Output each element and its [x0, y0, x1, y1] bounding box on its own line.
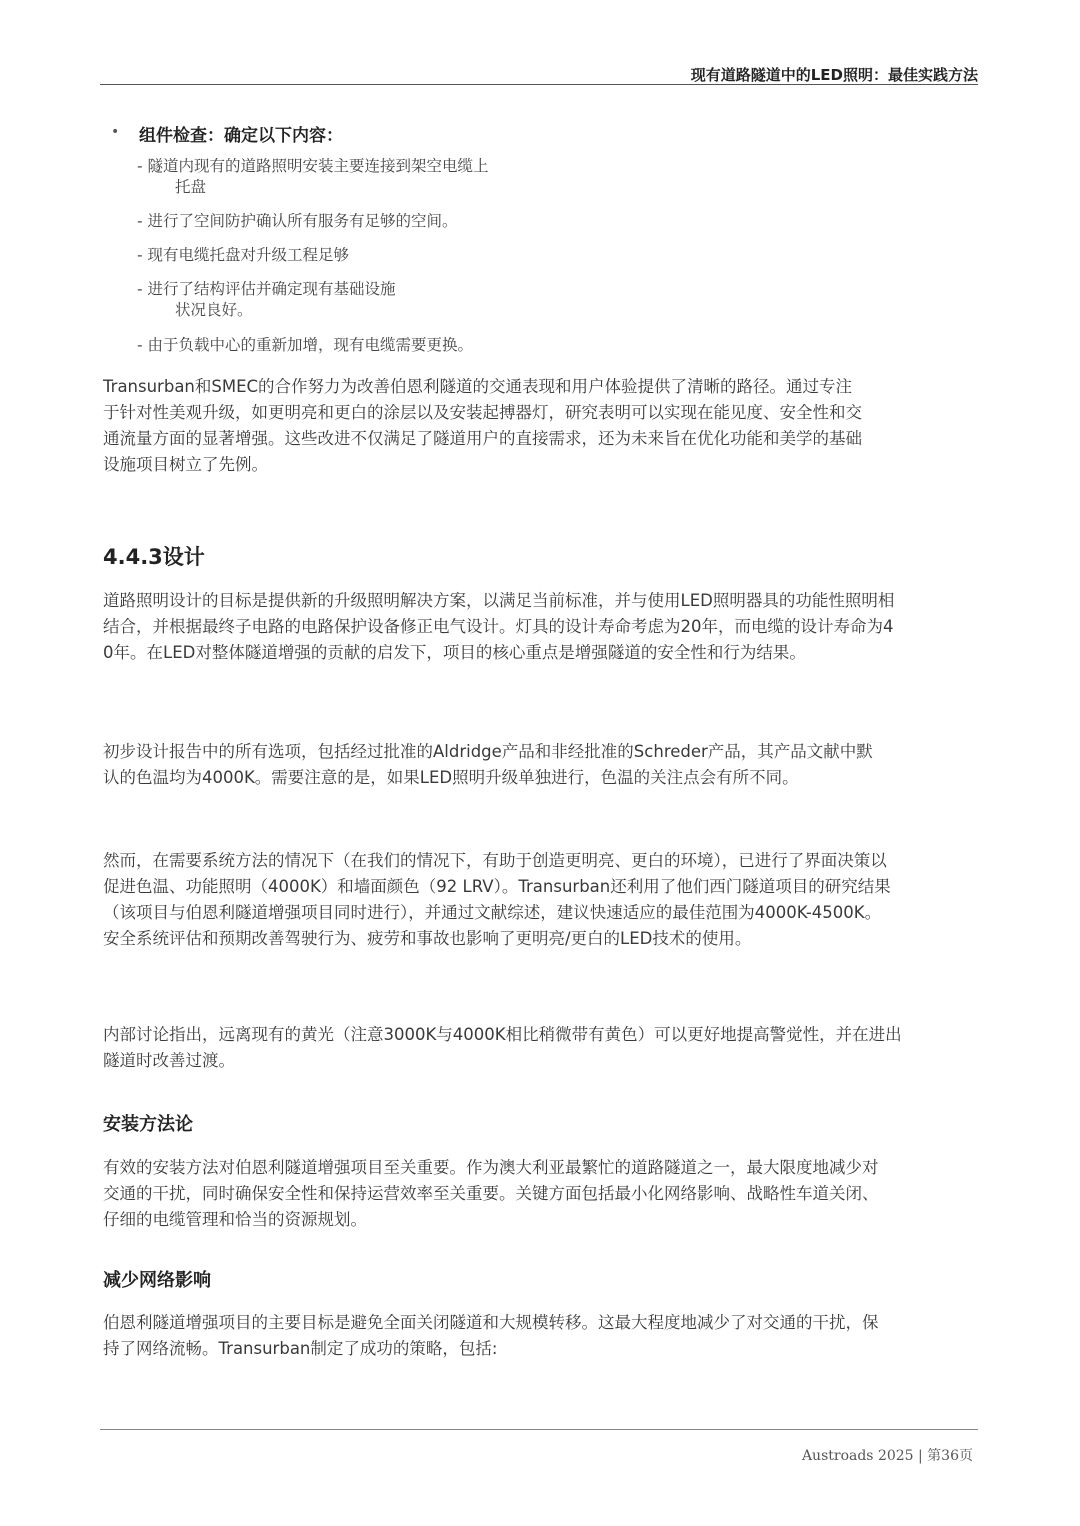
paragraph-line: 结合，并根据最终子电路的电路保护设备修正电气设计。灯具的设计寿命考虑为20年，而电缆的设计寿命为4	[103, 617, 894, 636]
paragraph-line: 隧道时改善过渡。	[103, 1051, 235, 1070]
check-list-item	[137, 245, 349, 266]
paragraph-line: 伯恩利隧道增强项目的主要目标是避免全面关闭隧道和大规模转移。这最大程度地减少了对交通的干扰，保	[103, 1313, 879, 1332]
list-item-text: - 隧道内现有的道路照明安装主要连接到架空电缆上	[137, 157, 489, 175]
check-list-item	[137, 335, 473, 356]
footer-divider	[100, 1429, 978, 1430]
check-list-item	[137, 279, 396, 321]
check-section-title: 组件检查：确定以下内容：	[139, 126, 343, 146]
paragraph-line: 交通的干扰，同时确保安全性和保持运营效率至关重要。关键方面包括最小化网络影响、战略性车道关闭、	[103, 1184, 879, 1203]
paragraph-line: Transurban和SMEC的合作努力为改善伯恩利隧道的交通表现和用户体验提供了清晰的路径。通过专注	[103, 377, 853, 396]
paragraph-line: 道路照明设计的目标是提供新的升级照明解决方案，以满足当前标准，并与使用LED照明器具的功能性照明相	[103, 591, 895, 610]
paragraph-line: 设施项目树立了先例。	[103, 455, 268, 474]
design-paragraph-1	[103, 588, 983, 666]
section-heading-design: 4.4.3设计	[103, 545, 205, 569]
paragraph-line: （该项目与伯恩利隧道增强项目同时进行），并通过文献综述，建议快速适应的最佳范围为4000K-4500K。	[103, 903, 882, 922]
paragraph-line: 通流量方面的显著增强。这些改进不仅满足了隧道用户的直接需求，还为未来旨在优化功能和美学的基础	[103, 429, 862, 448]
paragraph-line: 内部讨论指出，远离现有的黄光（注意3000K与4000K相比稍微带有黄色）可以更好地提高警觉性，并在进出	[103, 1025, 902, 1044]
bullet-dot: •	[111, 124, 120, 140]
header-divider	[100, 84, 978, 85]
check-list-item	[137, 211, 458, 232]
installation-paragraph	[103, 1155, 983, 1233]
paragraph-line: 持了网络流畅。Transurban制定了成功的策略，包括:	[103, 1339, 498, 1358]
design-paragraph-2	[103, 739, 983, 791]
design-paragraph-4	[103, 1022, 983, 1074]
list-item-text: - 现有电缆托盘对升级工程足够	[137, 246, 350, 264]
intro-paragraph	[103, 374, 983, 478]
list-item-continuation: 托盘	[175, 178, 207, 196]
list-item-text: - 进行了结构评估并确定现有基础设施	[137, 280, 396, 298]
page-footer: Austroads 2025 | 第36页	[801, 1448, 973, 1464]
paragraph-line: 于针对性美观升级，如更明亮和更白的涂层以及安装起搏器灯，研究表明可以实现在能见度、安全性和交	[103, 403, 862, 422]
running-header: 现有道路隧道中的LED照明：最佳实践方法	[690, 66, 978, 84]
list-item-text: - 由于负载中心的重新加增，现有电缆需要更换。	[137, 336, 474, 354]
paragraph-line: 有效的安装方法对伯恩利隧道增强项目至关重要。作为澳大利亚最繁忙的道路隧道之一，最大限度地减少对	[103, 1158, 879, 1177]
network-impact-paragraph	[103, 1310, 983, 1362]
paragraph-line: 然而，在需要系统方法的情况下（在我们的情况下，有助于创造更明亮、更白的环境），已进行了界面决策以	[103, 851, 887, 870]
paragraph-line: 安全系统评估和预期改善驾驶行为、疲劳和事故也影响了更明亮/更白的LED技术的使用。	[103, 929, 752, 948]
section-heading-network-impact: 减少网络影响	[103, 1270, 211, 1291]
section-heading-installation: 安装方法论	[103, 1114, 193, 1135]
design-paragraph-3	[103, 848, 983, 952]
paragraph-line: 0年。在LED对整体隧道增强的贡献的启发下，项目的核心重点是增强隧道的安全性和行为结果。	[103, 643, 806, 662]
paragraph-line: 仔细的电缆管理和恰当的资源规划。	[103, 1210, 367, 1229]
paragraph-line: 促进色温、功能照明（4000K）和墙面颜色（92 LRV）。Transurban还利用了他们西门隧道项目的研究结果	[103, 877, 891, 896]
check-list-item	[137, 156, 489, 198]
list-item-continuation: 状况良好。	[175, 301, 253, 319]
list-item-text: - 进行了空间防护确认所有服务有足够的空间。	[137, 212, 458, 230]
paragraph-line: 初步设计报告中的所有选项，包括经过批准的Aldridge产品和非经批准的Schreder产品，其产品文献中默	[103, 742, 873, 761]
paragraph-line: 认的色温均为4000K。需要注意的是，如果LED照明升级单独进行，色温的关注点会有所不同。	[103, 768, 799, 787]
